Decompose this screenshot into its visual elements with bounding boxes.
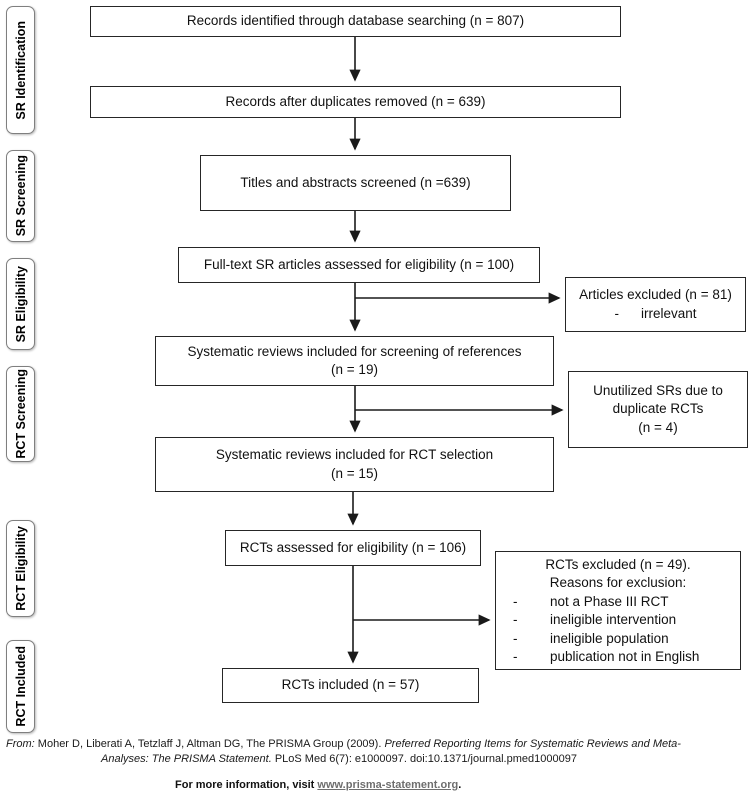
box-duplicates-removed <box>90 86 621 118</box>
stage-rct-eligibility <box>6 520 35 617</box>
box-titles-screened <box>200 155 511 211</box>
exclusion-subtitle: Reasons for exclusion: <box>549 575 687 591</box>
citation-line-2 <box>6 752 750 767</box>
more-info-text: For more information, visit <box>175 779 318 791</box>
stage-sr-identification <box>6 6 35 134</box>
box-text: Systematic reviews included for screening of references <box>187 343 522 359</box>
box-text: Systematic reviews included for RCT selection <box>215 447 494 463</box>
citation-journal: PLoS Med 6(7): e1000097. doi:10.1371/journal.pmed1000097 <box>271 752 577 765</box>
stage-rct-screening <box>6 366 35 462</box>
exclusion-item-row <box>496 593 740 611</box>
stage-label: RCT Included <box>13 646 28 727</box>
exclusion-item-row <box>496 648 740 666</box>
exclusion-item-row <box>496 611 740 629</box>
box-text: Records after duplicates removed (n = 639) <box>225 93 486 109</box>
box-unutilized-srs <box>568 371 748 448</box>
citation-line-1 <box>6 737 750 752</box>
exclusion-item-row <box>566 305 745 323</box>
exclusion-item: publication not in English <box>550 649 700 665</box>
box-records-identified <box>90 6 621 37</box>
stage-label: SR Eligibility <box>13 265 28 343</box>
exclusion-item: ineligible population <box>550 630 669 646</box>
citation-authors: Moher D, Liberati A, Tetzlaff J, Altman DG, The PRISMA Group (2009). <box>34 738 385 750</box>
box-sr-included-rct-selection <box>155 437 554 492</box>
exclusion-item-row <box>496 630 740 648</box>
box-rcts-assessed <box>225 530 481 566</box>
stage-sr-eligibility <box>6 258 35 350</box>
citation-from-label: From: <box>6 738 35 750</box>
more-info-line <box>0 779 754 791</box>
exclusion-title: RCTs excluded (n = 49). <box>545 557 691 572</box>
box-count: (n = 19) <box>331 362 378 377</box>
box-text: Records identified through database searching (n = 807) <box>186 13 525 29</box>
bullet-dash: - <box>513 612 518 628</box>
stage-label: SR Screening <box>13 155 28 237</box>
exclusion-item: ineligible intervention <box>550 612 677 628</box>
stage-label: RCT Eligibility <box>13 526 28 611</box>
citation-title-part1: Preferred Reporting Items for Systematic Reviews and Meta- <box>384 738 681 750</box>
citation <box>6 737 750 767</box>
stage-sr-screening <box>6 150 35 242</box>
exclusion-item: irrelevant <box>640 305 697 321</box>
stage-label: RCT Screening <box>13 369 28 459</box>
box-text: Unutilized SRs due to <box>593 382 723 398</box>
box-fulltext-assessed <box>178 247 540 283</box>
box-articles-excluded <box>565 277 746 332</box>
box-rcts-included <box>222 668 479 703</box>
box-rcts-excluded <box>495 551 741 670</box>
box-text: RCTs included (n = 57) <box>281 677 420 693</box>
box-count: (n = 4) <box>638 419 678 435</box>
stage-label: SR Identification <box>13 20 28 120</box>
prisma-statement-link[interactable]: www.prisma-statement.org <box>317 779 459 791</box>
bullet-dash: - <box>513 630 518 646</box>
citation-title-part2: Analyses: The PRISMA Statement. <box>101 752 272 765</box>
box-text: Full-text SR articles assessed for eligibility (n = 100) <box>203 256 515 272</box>
bullet-dash: - <box>513 593 518 609</box>
box-text: Titles and abstracts screened (n =639) <box>240 174 471 190</box>
stage-rct-included <box>6 640 35 733</box>
box-count: (n = 15) <box>331 465 378 481</box>
bullet-dash: - <box>614 305 619 321</box>
box-sr-included-references <box>155 336 554 386</box>
exclusion-item: not a Phase III RCT <box>550 593 669 609</box>
exclusion-title: Articles excluded (n = 81) <box>579 287 732 303</box>
box-text: duplicate RCTs <box>612 401 704 417</box>
bullet-dash: - <box>513 649 518 665</box>
more-info-period: . <box>458 779 462 791</box>
box-text: RCTs assessed for eligibility (n = 106) <box>239 539 467 555</box>
